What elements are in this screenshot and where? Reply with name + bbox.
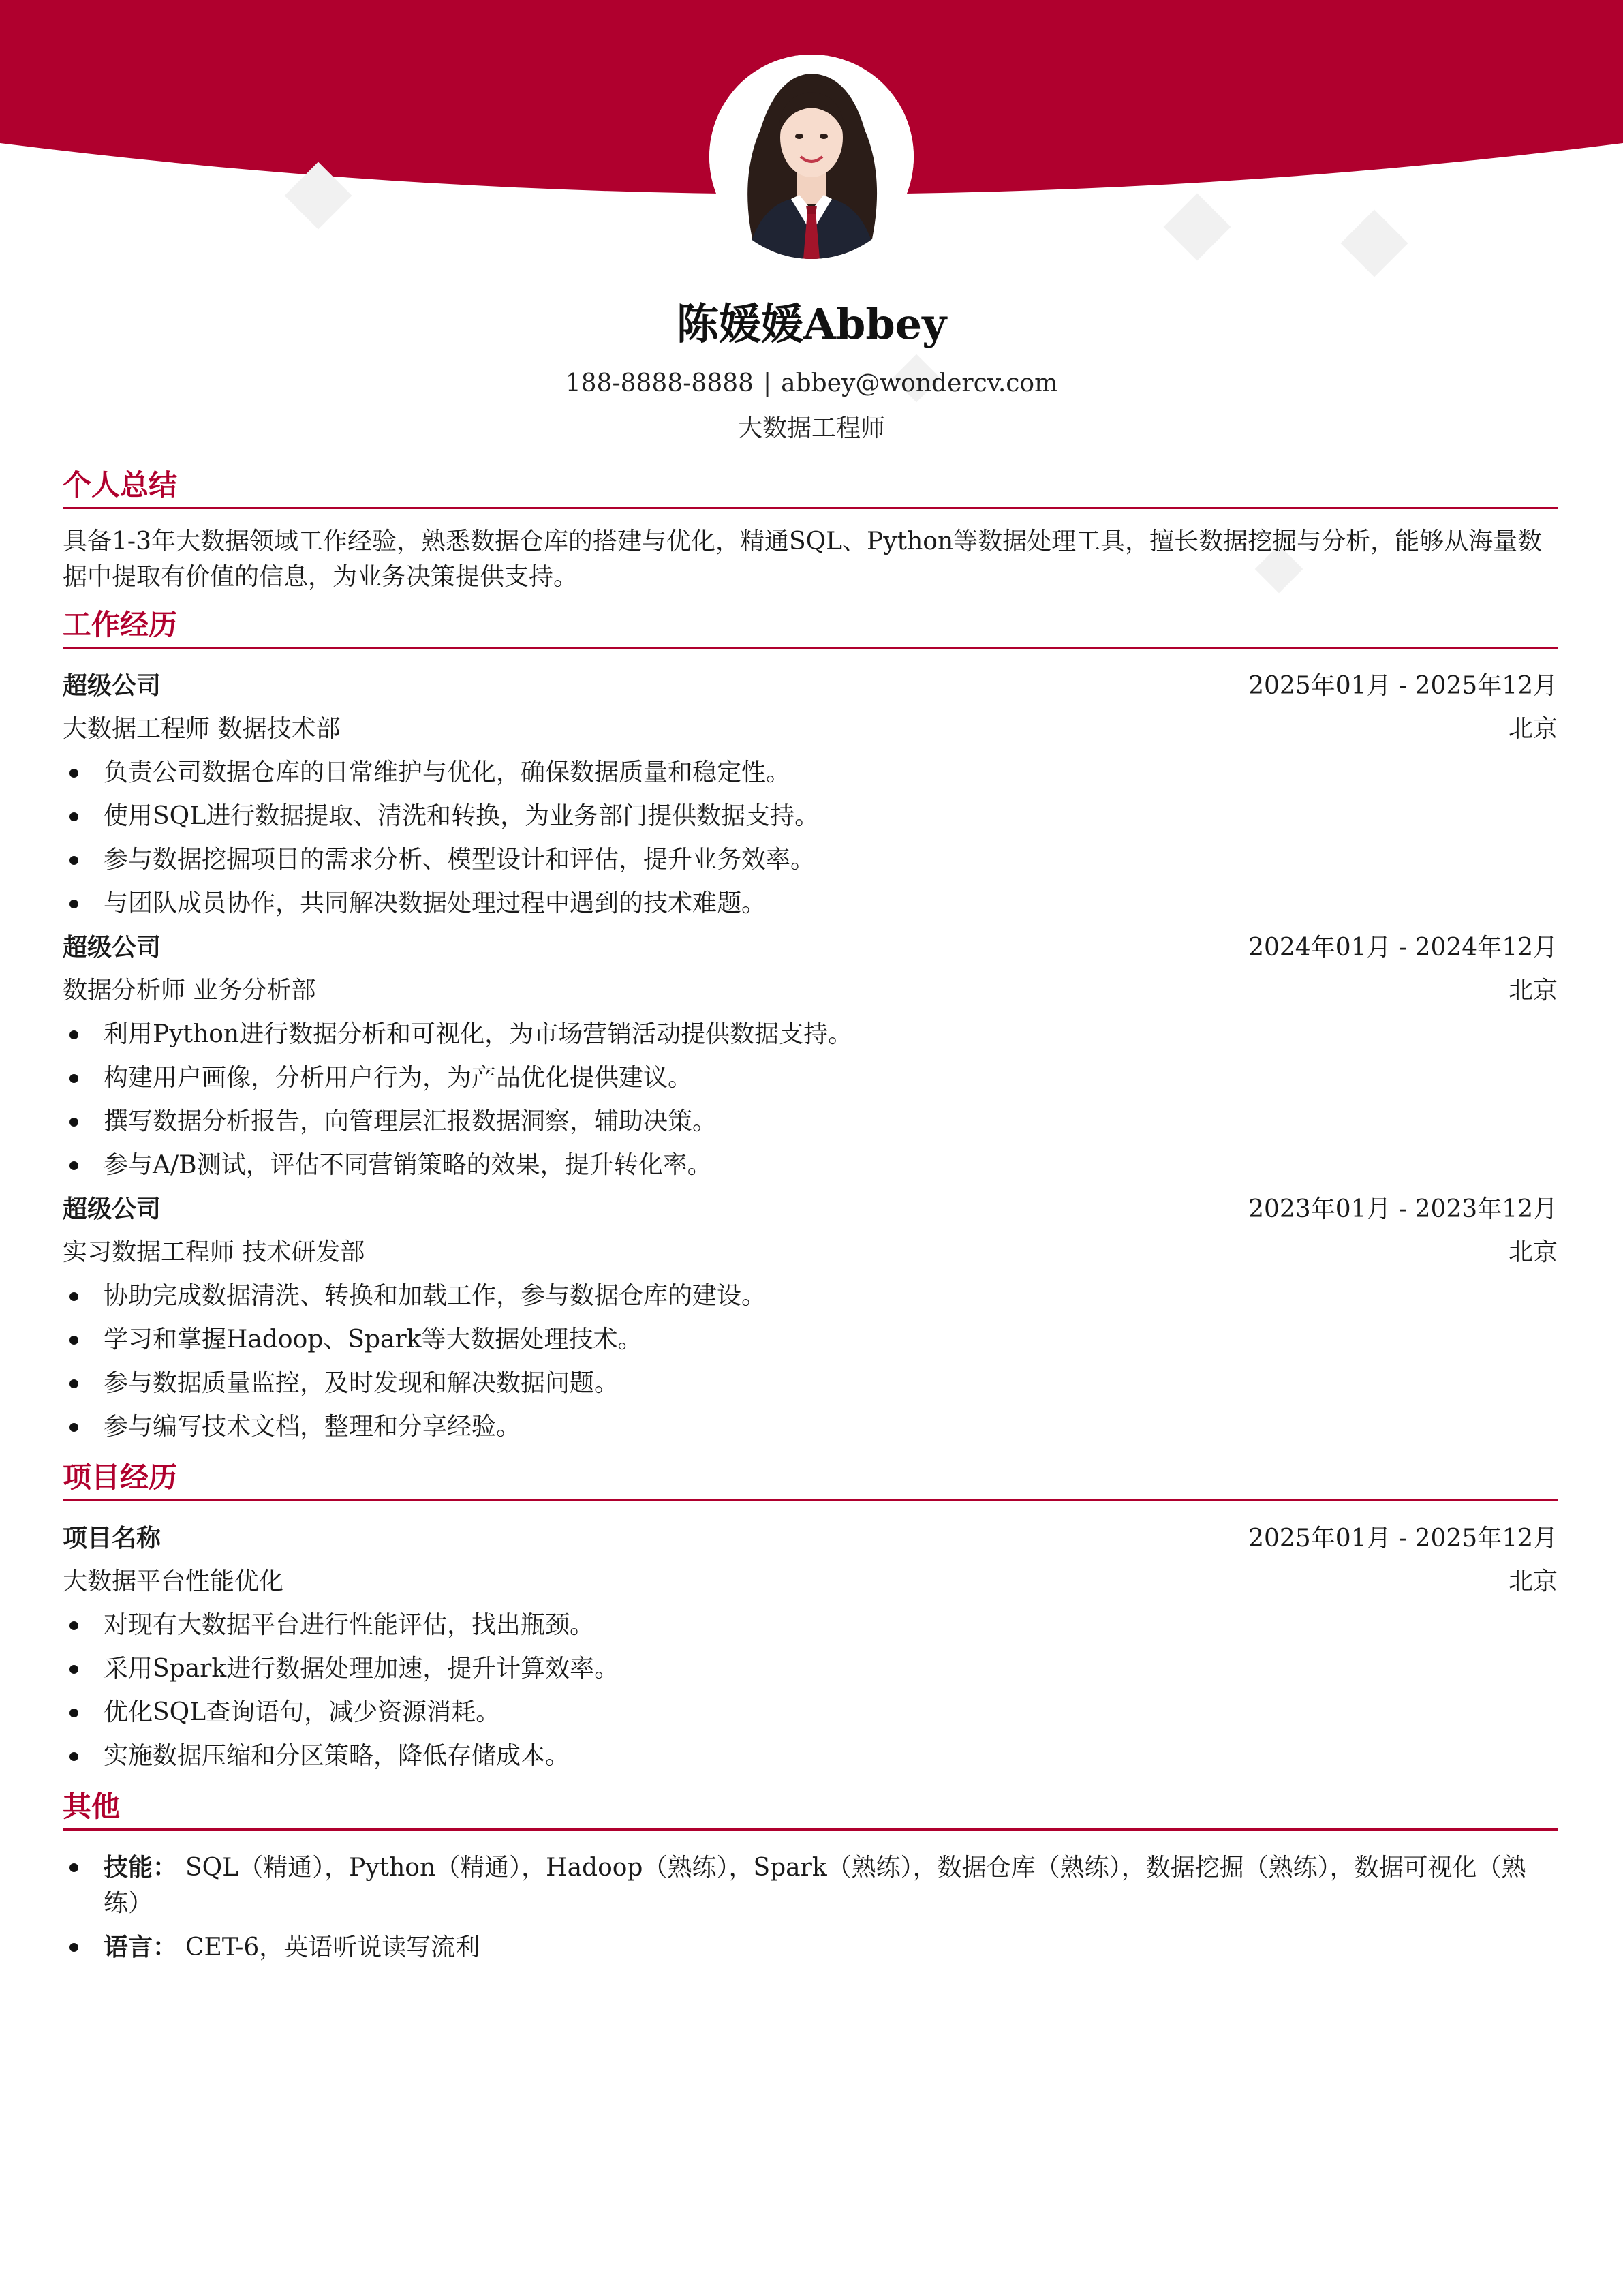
list-item: 参与A/B测试，评估不同营销策略的效果，提升转化率。 [63,1144,1558,1187]
contact-separator: | [763,369,772,397]
section-title: 工作经历 [63,608,178,641]
entry-header [63,1516,1558,1560]
entry-dates: 2023年01月 - 2023年12月 [1248,1195,1558,1223]
section-title: 其他 [63,1790,121,1823]
project-entry [63,1516,1558,1778]
email: abbey@wondercv.com [781,369,1058,397]
job-role: 大数据工程师 数据技术部 [63,715,341,743]
list-item: 负责公司数据仓库的日常维护与优化，确保数据质量和稳定性。 [63,751,1558,795]
list-item: 利用Python进行数据分析和可视化，为市场营销活动提供数据支持。 [63,1013,1558,1056]
entry-location: 北京 [1508,715,1558,743]
candidate-name: 陈媛媛Abbey [676,299,947,349]
company-name: 超级公司 [63,933,161,962]
resume-content [63,463,1558,1977]
section-projects [63,1456,1558,1778]
work-entry [63,1187,1558,1449]
job-target: 大数据工程师 [737,414,885,442]
summary-text: 具备1-3年大数据领域工作经验，熟悉数据仓库的搭建与优化，精通SQL、Python等数据处理工具，擅长数据挖掘与分析，能够从海量数据中提取有价值的信息，为业务决策提供支持。 [63,527,1543,591]
section-divider [63,647,1558,649]
job-role: 数据分析师 业务分析部 [63,977,316,1005]
avatar [709,55,914,259]
work-entry [63,925,1558,1187]
entry-subheader [63,1231,1558,1274]
list-item [63,1846,1558,1925]
other-list [63,1846,1558,1977]
list-item [63,1925,1558,1977]
entry-bullets [63,1274,1558,1449]
list-item: 协助完成数据清洗、转换和加载工作，参与数据仓库的建设。 [63,1274,1558,1318]
entry-bullets [63,751,1558,925]
project-subtitle: 大数据平台性能优化 [63,1567,284,1595]
section-other [63,1785,1558,1977]
project-name: 项目名称 [63,1524,161,1552]
phone: 188-8888-8888 [565,369,754,397]
list-item: 与团队成员协作，共同解决数据处理过程中遇到的技术难题。 [63,882,1558,925]
company-name: 超级公司 [63,1195,161,1223]
section-title: 项目经历 [63,1460,178,1494]
entry-header [63,925,1558,969]
item-label: 语言： [104,1933,178,1961]
entry-location: 北京 [1508,1238,1558,1266]
entry-dates: 2024年01月 - 2024年12月 [1248,934,1558,962]
section-divider [63,1499,1558,1501]
item-text: CET-6，英语听说读写流利 [185,1933,480,1961]
section-summary [63,463,1558,595]
work-entry [63,664,1558,925]
contact-line [0,369,1623,397]
list-item: 参与数据挖掘项目的需求分析、模型设计和评估，提升业务效率。 [63,838,1558,882]
entry-bullets [63,1013,1558,1187]
entry-subheader [63,707,1558,751]
list-item: 撰写数据分析报告，向管理层汇报数据洞察，辅助决策。 [63,1100,1558,1144]
list-item: 优化SQL查询语句，减少资源消耗。 [63,1691,1558,1734]
entry-location: 北京 [1508,977,1558,1005]
entry-subheader [63,1560,1558,1604]
company-name: 超级公司 [63,671,161,700]
job-role: 实习数据工程师 技术研发部 [63,1238,365,1266]
list-item: 参与编写技术文档，整理和分享经验。 [63,1405,1558,1449]
avatar-photo [709,55,914,259]
item-label: 技能： [104,1853,178,1882]
list-item: 采用Spark进行数据处理加速，提升计算效率。 [63,1647,1558,1691]
list-item: 实施数据压缩和分区策略，降低存储成本。 [63,1734,1558,1778]
list-item: 构建用户画像，分析用户行为，为产品优化提供建议。 [63,1056,1558,1100]
entry-dates: 2025年01月 - 2025年12月 [1248,672,1558,700]
entry-dates: 2025年01月 - 2025年12月 [1248,1525,1558,1552]
entry-bullets [63,1604,1558,1778]
list-item: 参与数据质量监控，及时发现和解决数据问题。 [63,1362,1558,1405]
list-item: 学习和掌握Hadoop、Spark等大数据处理技术。 [63,1318,1558,1362]
list-item: 对现有大数据平台进行性能评估，找出瓶颈。 [63,1604,1558,1647]
section-divider [63,1828,1558,1831]
item-text: SQL（精通），Python（精通），Hadoop（熟练），Spark（熟练），数据仓库（熟练），数据挖掘（熟练），数据可视化（熟练） [104,1854,1526,1917]
section-divider [63,507,1558,509]
entry-header [63,1187,1558,1231]
section-work [63,603,1558,1449]
section-title: 个人总结 [63,468,178,502]
entry-location: 北京 [1508,1567,1558,1595]
entry-header [63,664,1558,707]
list-item: 使用SQL进行数据提取、清洗和转换，为业务部门提供数据支持。 [63,795,1558,838]
entry-subheader [63,969,1558,1013]
